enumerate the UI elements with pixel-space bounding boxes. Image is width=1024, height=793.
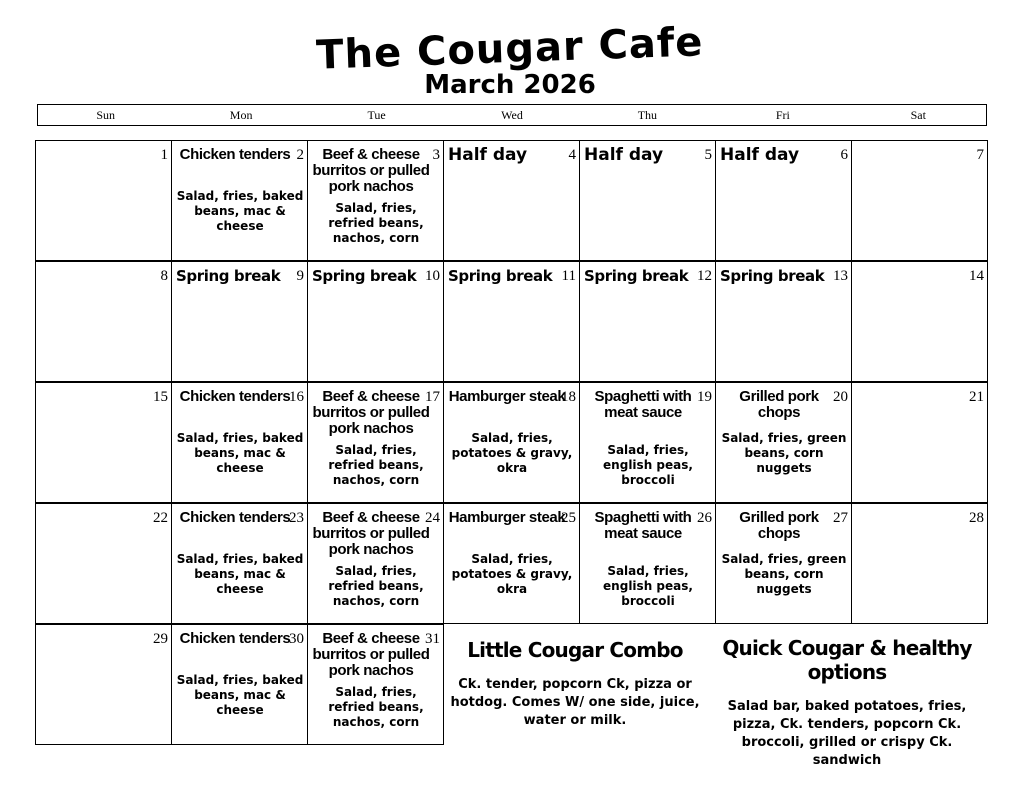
meal-sides: Salad, fries, baked beans, mac & cheese xyxy=(176,673,304,717)
day-number: 13 xyxy=(833,268,848,284)
meal-sides: Salad, fries, baked beans, mac & cheese xyxy=(176,189,304,233)
day-cell xyxy=(715,261,852,382)
weekday-thu: Thu xyxy=(637,108,658,122)
day-cell xyxy=(579,503,716,624)
meal-name: Spring break xyxy=(176,267,281,285)
day-cell xyxy=(307,382,444,503)
meal-name: Hamburger steak xyxy=(448,388,566,405)
day-number: 30 xyxy=(289,631,304,647)
combo-text: Ck. tender, popcorn Ck, pizza or hotdog. Comes W/ one side, juice, water or milk. xyxy=(450,677,700,728)
day-cell xyxy=(715,503,852,624)
day-cell xyxy=(35,382,172,503)
day-cell xyxy=(443,503,580,624)
day-cell xyxy=(579,140,716,261)
day-cell xyxy=(851,140,988,261)
meal-sides: Salad, fries, english peas, broccoli xyxy=(603,564,693,608)
meal-sides: Salad, fries, baked beans, mac & cheese xyxy=(176,431,304,475)
weekday-header xyxy=(37,104,987,126)
meal-name: Spring break xyxy=(720,267,825,285)
day-cell xyxy=(851,261,988,382)
day-cell xyxy=(851,382,988,503)
day-number: 26 xyxy=(697,510,712,526)
day-cell xyxy=(715,382,852,503)
day-number: 10 xyxy=(425,268,440,284)
day-cell xyxy=(35,503,172,624)
weekday-mon: Mon xyxy=(229,108,253,122)
meal-name: Chicken tenders xyxy=(179,509,291,526)
day-cell xyxy=(851,503,988,624)
day-cell xyxy=(307,503,444,624)
day-cell xyxy=(35,624,172,745)
day-cell xyxy=(307,624,444,745)
meal-name: Chicken tenders xyxy=(179,146,291,163)
day-cell xyxy=(171,140,308,261)
meal-sides: Salad, fries, refried beans, nachos, corn xyxy=(328,685,424,729)
day-number: 1 xyxy=(160,147,168,163)
day-number: 4 xyxy=(568,147,576,163)
meal-name: Chicken tenders xyxy=(179,388,291,405)
calendar-week xyxy=(35,382,988,503)
weekday-tue: Tue xyxy=(367,108,386,122)
combo-title: Little Cougar Combo xyxy=(467,638,683,662)
weekday-sun: Sun xyxy=(96,108,116,122)
day-number: 2 xyxy=(296,147,304,163)
day-number: 17 xyxy=(425,389,440,405)
weekday-sat: Sat xyxy=(910,108,926,122)
day-number: 11 xyxy=(561,268,576,284)
meal-sides: Salad, fries, english peas, broccoli xyxy=(603,443,693,487)
day-cell xyxy=(443,261,580,382)
month-title: March 2026 xyxy=(424,70,596,100)
meal-sides: Salad, fries, green beans, corn nuggets xyxy=(721,552,847,596)
calendar-week xyxy=(35,140,988,261)
day-number: 16 xyxy=(289,389,304,405)
meal-sides: Salad, fries, green beans, corn nuggets xyxy=(721,431,847,475)
day-cell xyxy=(579,382,716,503)
meal-sides: Salad, fries, baked beans, mac & cheese xyxy=(176,552,304,596)
day-cell xyxy=(35,261,172,382)
meal-name: Chicken tenders xyxy=(179,630,291,647)
quick-options-text: Salad bar, baked potatoes, fries, pizza, Ck. tenders, popcorn Ck. broccoli, grilled or crispy Ck. sandwich xyxy=(727,699,967,768)
day-number: 9 xyxy=(296,268,304,284)
quick-options-info xyxy=(712,636,982,770)
meal-sides: Salad, fries, refried beans, nachos, corn xyxy=(328,201,424,245)
meal-sides: Salad, fries, refried beans, nachos, corn xyxy=(328,443,424,487)
meal-name: Half day xyxy=(448,145,528,165)
meal-name: Half day xyxy=(720,145,800,165)
day-cell xyxy=(715,140,852,261)
meal-name: Spring break xyxy=(584,267,689,285)
cafe-title: The Cougar Cafe xyxy=(315,19,705,79)
combo-info xyxy=(440,638,710,730)
day-number: 27 xyxy=(833,510,848,526)
meal-name: Beef & cheese burritos or pulled pork nachos xyxy=(312,630,430,679)
calendar-week xyxy=(35,261,988,382)
weekday-fri: Fri xyxy=(775,108,790,122)
meal-name: Beef & cheese burritos or pulled pork nachos xyxy=(312,146,430,195)
day-number: 12 xyxy=(697,268,712,284)
day-number: 6 xyxy=(840,147,848,163)
day-number: 24 xyxy=(425,510,440,526)
meal-sides: Salad, fries, potatoes & gravy, okra xyxy=(451,431,573,475)
day-number: 14 xyxy=(969,268,984,284)
meal-name: Half day xyxy=(584,145,664,165)
meal-name: Spring break xyxy=(312,267,417,285)
day-number: 25 xyxy=(561,510,576,526)
day-cell xyxy=(307,261,444,382)
day-cell xyxy=(171,261,308,382)
day-number: 20 xyxy=(833,389,848,405)
day-number: 5 xyxy=(704,147,712,163)
day-cell xyxy=(171,503,308,624)
day-cell xyxy=(171,624,308,745)
day-number: 7 xyxy=(976,147,984,163)
day-number: 3 xyxy=(432,147,440,163)
day-number: 23 xyxy=(289,510,304,526)
day-number: 18 xyxy=(561,389,576,405)
day-number: 15 xyxy=(153,389,168,405)
day-cell xyxy=(307,140,444,261)
day-number: 21 xyxy=(969,389,984,405)
day-cell xyxy=(579,261,716,382)
day-cell xyxy=(443,382,580,503)
meal-name: Grilled pork chops xyxy=(739,388,819,421)
meal-name: Beef & cheese burritos or pulled pork nachos xyxy=(312,509,430,558)
day-number: 8 xyxy=(160,268,168,284)
day-number: 19 xyxy=(697,389,712,405)
meal-sides: Salad, fries, refried beans, nachos, corn xyxy=(328,564,424,608)
meal-sides: Salad, fries, potatoes & gravy, okra xyxy=(451,552,573,596)
meal-name: Beef & cheese burritos or pulled pork nachos xyxy=(312,388,430,437)
weekday-wed: Wed xyxy=(501,108,523,122)
meal-name: Hamburger steak xyxy=(448,509,566,526)
day-number: 29 xyxy=(153,631,168,647)
meal-name: Grilled pork chops xyxy=(739,509,819,542)
day-number: 31 xyxy=(425,631,440,647)
day-number: 28 xyxy=(969,510,984,526)
quick-options-title: Quick Cougar & healthy options xyxy=(722,636,972,684)
meal-name: Spring break xyxy=(448,267,553,285)
calendar-week xyxy=(35,503,988,624)
day-cell xyxy=(171,382,308,503)
day-cell xyxy=(35,140,172,261)
day-number: 22 xyxy=(153,510,168,526)
day-cell xyxy=(443,140,580,261)
meal-name: Spaghetti with meat sauce xyxy=(594,388,692,421)
meal-name: Spaghetti with meat sauce xyxy=(594,509,692,542)
